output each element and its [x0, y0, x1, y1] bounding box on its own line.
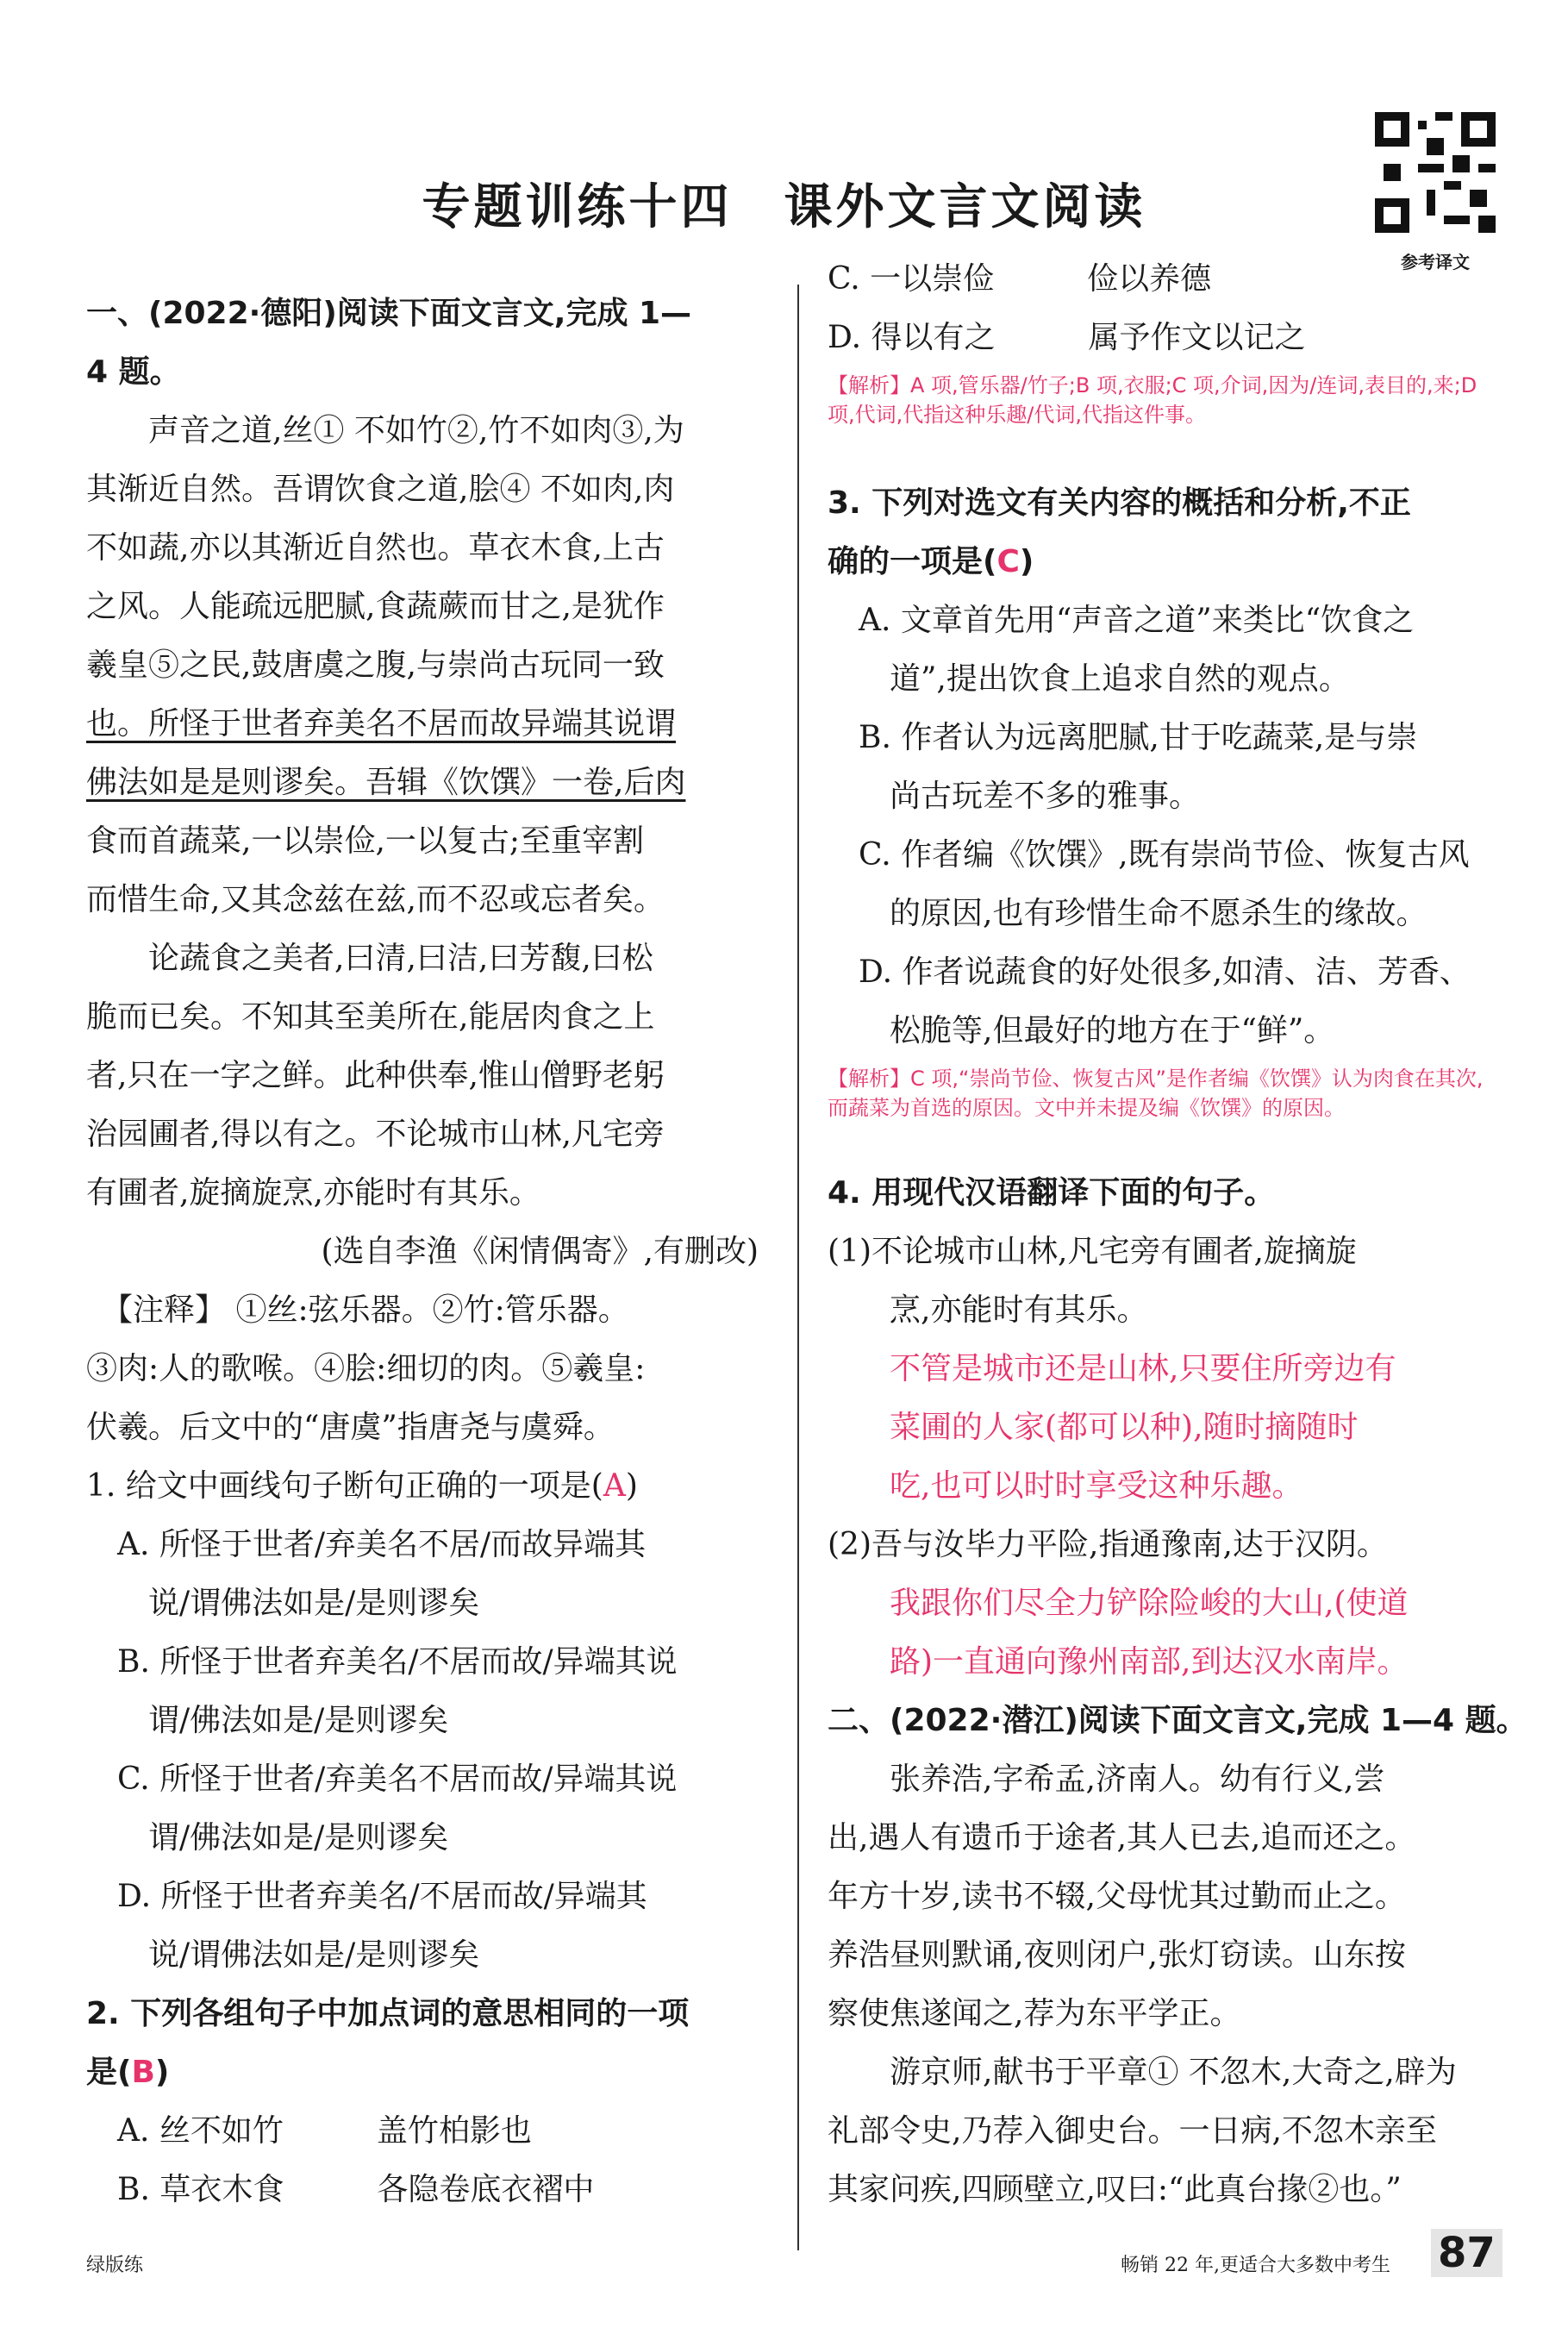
option-line: 谓/佛法如是/是则谬矣 — [86, 1703, 449, 1738]
translation-line: 菜圃的人家(都可以种),随时摘随时 — [828, 1410, 1359, 1445]
question-3: 3. 下列对选文有关内容的概括和分析,不正 — [828, 485, 1411, 521]
option-line: C. 所怪于世者/弃美名不居而故/异端其说 — [86, 1761, 678, 1797]
passage-line: 年方十岁,读书不辍,父母忧其过勤而止之。 — [828, 1879, 1406, 1914]
passage-line: 食而首蔬菜,一以崇俭,一以复古;至重宰割 — [86, 823, 645, 859]
passage-line: 出,遇人有遗币于途者,其人已去,追而还之。 — [828, 1820, 1416, 1855]
passage-line-underlined: 佛法如是是则谬矣。吾辑《饮馔》一卷,后肉 — [86, 765, 686, 800]
passage-line: 者,只在一字之鲜。此种供奉,惟山僧野老躬 — [86, 1058, 665, 1093]
page-number: 87 — [1431, 2229, 1502, 2277]
qr-code-icon[interactable] — [1375, 112, 1496, 233]
option-line: 说/谓佛法如是/是则谬矣 — [86, 1937, 480, 1973]
page-title: 专题训练十四 课外文言文阅读 — [422, 179, 1146, 235]
option-line: D. 所怪于世者弃美名/不居而故/异端其 — [86, 1879, 647, 1914]
analysis-text: 【解析】C 项,“崇尚节俭、恢复古风”是作者编《饮馔》认为肉食在其次,而蔬菜为首选的原因。文中并未提及编《饮馔》的原因。 — [828, 1067, 1484, 1120]
question-3-answer: C — [996, 544, 1020, 579]
paren-close: ) — [154, 2055, 170, 2090]
notes-line: 【注释】 ①丝:弦乐器。②竹:管乐器。 — [86, 1292, 629, 1328]
question-2-answer: B — [131, 2055, 155, 2090]
translation-line: 我跟你们尽全力铲除险峻的大山,(使道 — [828, 1586, 1409, 1621]
question-2-text: 是( — [86, 2055, 132, 2090]
passage-line: 其渐近自然。吾谓饮食之道,脍④ 不如肉,肉 — [86, 472, 675, 507]
question-2-cont — [86, 2043, 759, 2102]
option-line: C. 作者编《饮馔》,既有崇尚节俭、恢复古风 — [828, 837, 1470, 873]
option-line: B. 所怪于世者弃美名/不居而故/异端其说 — [86, 1644, 678, 1680]
question-1-answer: A — [603, 1468, 626, 1504]
passage-line: 不如蔬,亦以其渐近自然也。草衣木食,上古 — [86, 530, 665, 566]
option-line: B. 草衣木食 各隐卷底衣褶中 — [86, 2172, 595, 2207]
passage-line: 礼部令史,乃荐入御史台。一日病,不忽木亲至 — [828, 2113, 1437, 2149]
passage-line-underlined: 也。所怪于世者弃美名不居而故异端其说谓 — [86, 706, 677, 741]
translation-line: 不管是城市还是山林,只要住所旁边有 — [828, 1351, 1396, 1386]
option-line: D. 得以有之 属予作文以记之 — [828, 320, 1306, 355]
sub-question-2: (2)吾与汝毕力平险,指通豫南,达于汉阴。 — [828, 1527, 1388, 1562]
section-two-heading: 二、(2022·潜江)阅读下面文言文,完成 1—4 题。 — [828, 1703, 1527, 1738]
column-divider — [797, 285, 799, 2250]
option-line: D. 作者说蔬食的好处很多,如清、洁、芳香、 — [828, 954, 1471, 990]
option-line: 说/谓佛法如是/是则谬矣 — [86, 1586, 480, 1621]
footer-slogan: 畅销 22 年,更适合大多数中考生 — [1121, 2255, 1390, 2276]
footer-brand: 绿版练 — [86, 2255, 144, 2276]
question-4: 4. 用现代汉语翻译下面的句子。 — [828, 1175, 1276, 1211]
option-line: 的原因,也有珍惜生命不愿杀生的缘故。 — [828, 896, 1427, 931]
passage-line: 张养浩,字希孟,济南人。幼有行义,尝 — [828, 1761, 1385, 1797]
passage-line: 脆而已矣。不知其至美所在,能居肉食之上 — [86, 999, 655, 1035]
option-line: C. 一以崇俭 俭以养德 — [828, 261, 1212, 297]
qr-label: 参考译文 — [1401, 252, 1470, 272]
passage-source: (选自李渔《闲情偶寄》,有删改) — [321, 1234, 759, 1269]
option-line: A. 丝不如竹 盖竹柏影也 — [86, 2113, 532, 2149]
passage-line: 论蔬食之美者,曰清,曰洁,曰芳馥,曰松 — [86, 941, 653, 976]
question-1 — [86, 1457, 759, 1516]
option-line: B. 作者认为远离肥腻,甘于吃蔬菜,是与崇 — [828, 720, 1418, 755]
paren-close: ) — [625, 1468, 638, 1504]
question-3-cont — [828, 533, 1491, 591]
question-2: 2. 下列各组句子中加点词的意思相同的一项 — [86, 1996, 690, 2031]
passage-line: 而惜生命,又其念兹在兹,而不忍或忘者矣。 — [86, 882, 665, 917]
section-one-heading-cont: 4 题。 — [86, 354, 181, 390]
sub-question-1: (1)不论城市山林,凡宅旁有圃者,旋摘旋 — [828, 1234, 1357, 1269]
option-line: 尚古玩差不多的雅事。 — [828, 779, 1201, 814]
notes-line: 伏羲。后文中的“唐虞”指唐尧与虞舜。 — [86, 1410, 615, 1445]
option-line: 道”,提出饮食上追求自然的观点。 — [828, 661, 1350, 697]
notes-line: ③肉:人的歌喉。④脍:细切的肉。⑤羲皇: — [86, 1351, 646, 1386]
translation-line: 路)一直通向豫州南部,到达汉水南岸。 — [828, 1644, 1409, 1680]
passage-line: 之风。人能疏远肥腻,食蔬蕨而甘之,是犹作 — [86, 589, 665, 624]
question-1-text: 1. 给文中画线句子断句正确的一项是( — [86, 1468, 603, 1504]
option-line: 松脆等,但最好的地方在于“鲜”。 — [828, 1013, 1335, 1048]
option-line: A. 文章首先用“声音之道”来类比“饮食之 — [828, 603, 1415, 638]
option-line: 谓/佛法如是/是则谬矣 — [86, 1820, 449, 1855]
paren-close: ) — [1019, 544, 1034, 579]
passage-line: 养浩昼则默诵,夜则闭户,张灯窃读。山东按 — [828, 1937, 1406, 1973]
passage-line: 察使焦遂闻之,荐为东平学正。 — [828, 1996, 1241, 2031]
passage-line: 治园圃者,得以有之。不论城市山林,凡宅旁 — [86, 1117, 665, 1152]
passage-line: 声音之道,丝① 不如竹②,竹不如肉③,为 — [86, 413, 684, 448]
passage-line: 游京师,献书于平章① 不忽木,大奇之,辟为 — [828, 2055, 1457, 2090]
option-line: A. 所怪于世者/弃美名不居/而故异端其 — [86, 1527, 647, 1562]
passage-line: 其家问疾,四顾壁立,叹曰:“此真台掾②也。” — [828, 2172, 1402, 2207]
question-3-text: 确的一项是( — [828, 544, 997, 579]
translation-line: 吃,也可以时时享受这种乐趣。 — [828, 1468, 1303, 1504]
sub-question-1-cont: 烹,亦能时有其乐。 — [828, 1292, 1148, 1328]
analysis-text: 【解析】A 项,管乐器/竹子;B 项,衣服;C 项,介词,因为/连词,表目的,来;D 项,代词,代指这种乐趣/代词,代指这件事。 — [828, 373, 1477, 427]
passage-line: 羲皇⑤之民,鼓唐虞之腹,与崇尚古玩同一致 — [86, 648, 665, 683]
passage-line: 有圃者,旋摘旋烹,亦能时有其乐。 — [86, 1175, 540, 1211]
section-one-heading: 一、(2022·德阳)阅读下面文言文,完成 1— — [86, 296, 692, 331]
